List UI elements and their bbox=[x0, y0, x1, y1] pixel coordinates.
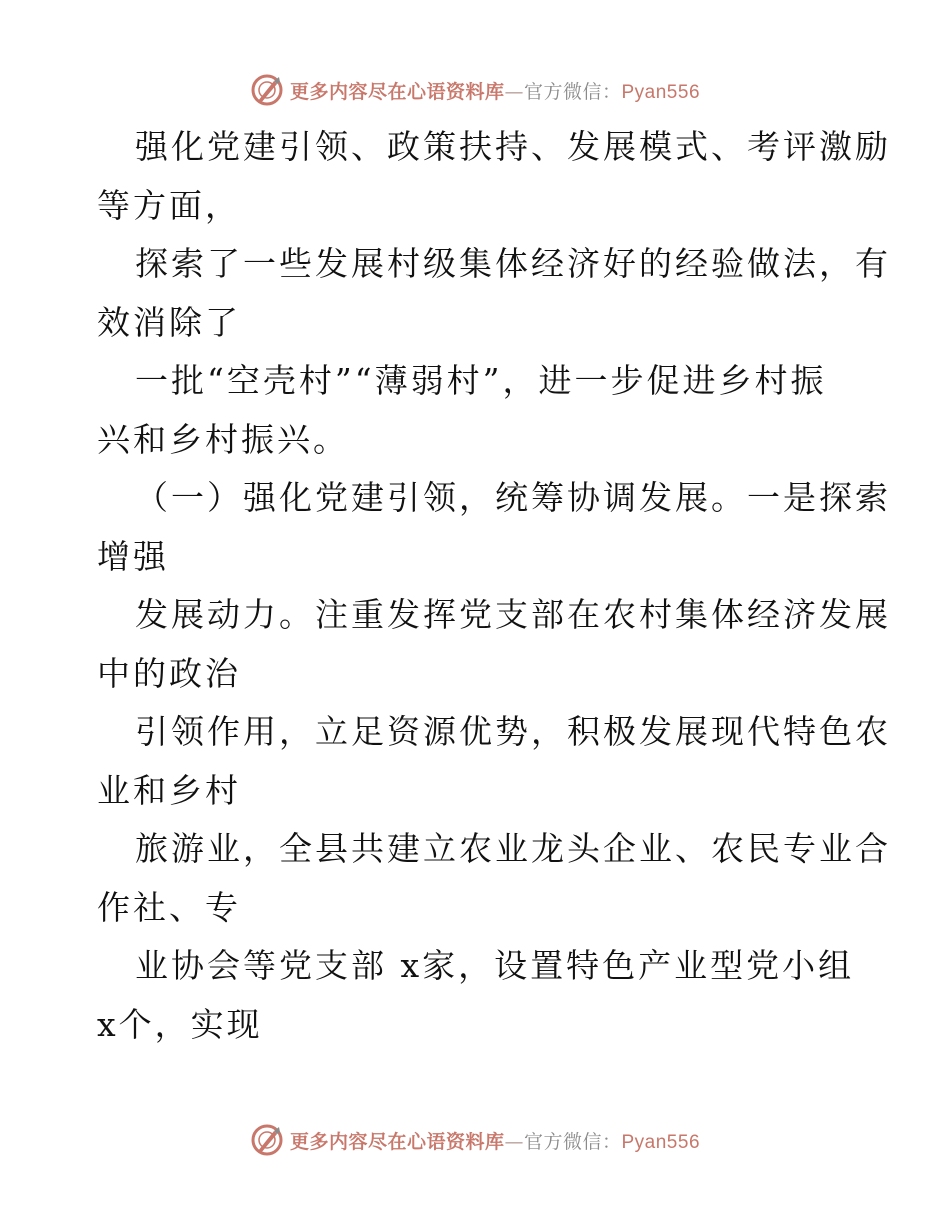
text-line: 强化党建引领、政策扶持、发展模式、考评激励 bbox=[135, 127, 891, 166]
text-line: 兴和乡村振兴。 bbox=[97, 419, 349, 459]
document-body bbox=[97, 118, 891, 1054]
text-line: 等方面， bbox=[97, 185, 241, 225]
watermark-dash: — bbox=[504, 80, 524, 103]
watermark-footer bbox=[0, 1120, 950, 1160]
text-line: 增强 bbox=[97, 536, 169, 576]
text-line: （一）强化党建引领，统筹协调发展。一是探索 bbox=[135, 478, 891, 517]
text-line: 效消除了 bbox=[97, 302, 241, 342]
watermark-wechat-label: 官方微信： bbox=[523, 80, 622, 103]
watermark-main-text: 更多内容尽在心语资料库 bbox=[289, 80, 505, 103]
text-line: 引领作用，立足资源优势，积极发展现代特色农 bbox=[135, 712, 891, 751]
text-line: 旅游业，全县共建立农业龙头企业、农民专业合 bbox=[135, 829, 891, 868]
text-line: 作社、专 bbox=[97, 887, 241, 927]
text-line: 业和乡村 bbox=[97, 770, 241, 810]
watermark-header bbox=[0, 70, 950, 110]
watermark-main-text: 更多内容尽在心语资料库 bbox=[289, 1130, 505, 1153]
text-line: 发展动力。注重发挥党支部在农村集体经济发展 bbox=[135, 595, 891, 634]
text-line: 一批“空壳村”“薄弱村”，进一步促进乡村振 bbox=[135, 361, 827, 400]
text-line: 业协会等党支部 x家，设置特色产业型党小组 bbox=[135, 946, 855, 985]
watermark-wechat-label: 官方微信： bbox=[523, 1130, 622, 1153]
pen-logo-icon bbox=[250, 1123, 284, 1157]
text-line: x个，实现 bbox=[97, 1004, 263, 1044]
watermark-wechat-id: Pyan556 bbox=[621, 81, 701, 103]
watermark-wechat-id: Pyan556 bbox=[621, 1131, 701, 1153]
text-line: 中的政治 bbox=[97, 653, 241, 693]
text-line: 探索了一些发展村级集体经济好的经验做法，有 bbox=[135, 244, 891, 283]
pen-logo-icon bbox=[250, 73, 284, 107]
watermark-dash: — bbox=[504, 1130, 524, 1153]
